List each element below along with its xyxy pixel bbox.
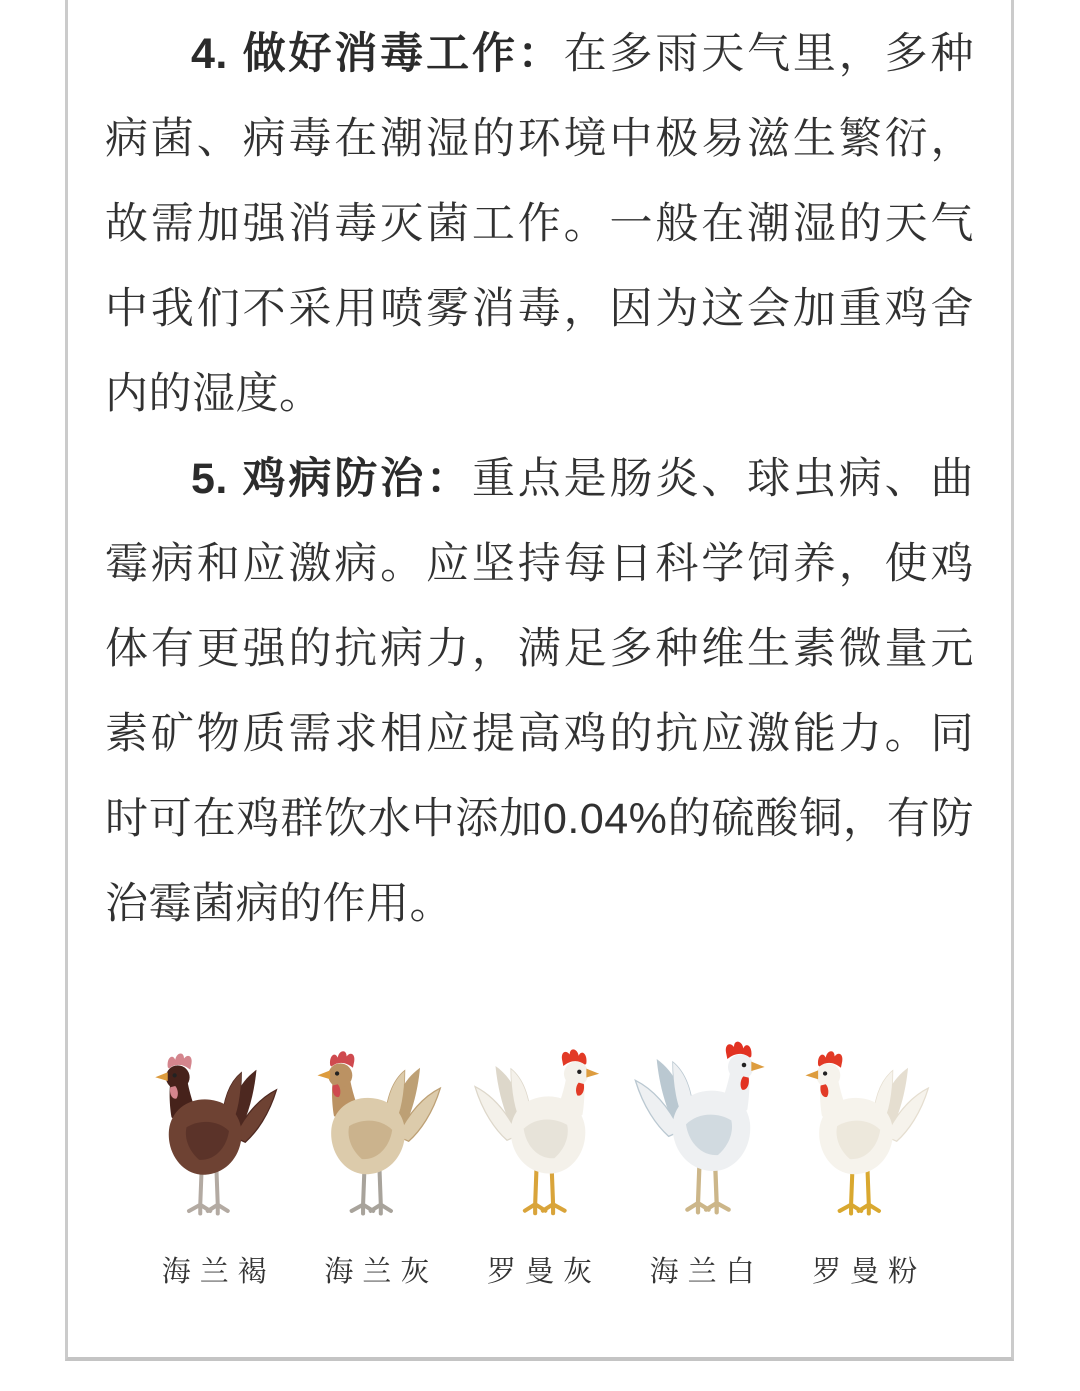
chicken-illustration [789,1045,941,1235]
paragraph-disease-control [105,437,974,947]
chicken-label: 海兰褐 [161,1256,276,1288]
paragraph-body-4: 在多雨天气里，多种病菌、病毒在潮湿的环境中极易滋生繁衍，故需加强消毒灭菌工作。一般在潮湿的天气中我们不采用喷雾消毒，因为这会加重鸡舍内的湿度。 [105,30,974,418]
paragraph-heading-4: 4. 做好消毒工作： [191,30,564,78]
chicken-label: 罗曼灰 [486,1256,601,1288]
chicken-label: 海兰灰 [324,1256,439,1288]
chicken-item [621,1035,784,1290]
chicken-item [458,1043,621,1290]
chicken-illustration [462,1043,616,1235]
chicken-illustration [139,1047,289,1235]
chicken-label: 罗曼粉 [812,1256,927,1288]
chicken-illustration [622,1035,782,1235]
chicken-item [783,1045,946,1290]
chicken-item [133,1047,296,1290]
paragraph-disinfection [105,12,974,437]
chicken-illustration [301,1045,453,1235]
paragraph-heading-5: 5. 鸡病防治： [191,455,472,503]
paragraph-body-5: 重点是肠炎、球虫病、曲霉病和应激病。应坚持每日科学饲养，使鸡体有更强的抗病力，满足多种维生素微量元素矿物质需求相应提高鸡的抗应激能力。同时可在鸡群饮水中添加0.04%的硫酸铜，有防治霉菌病的作用。 [105,455,975,928]
article-text [105,12,974,947]
chicken-breeds-figure [105,1035,974,1290]
article-content-box [65,0,1014,1361]
chicken-label: 海兰白 [649,1256,764,1288]
chicken-item [296,1045,459,1290]
